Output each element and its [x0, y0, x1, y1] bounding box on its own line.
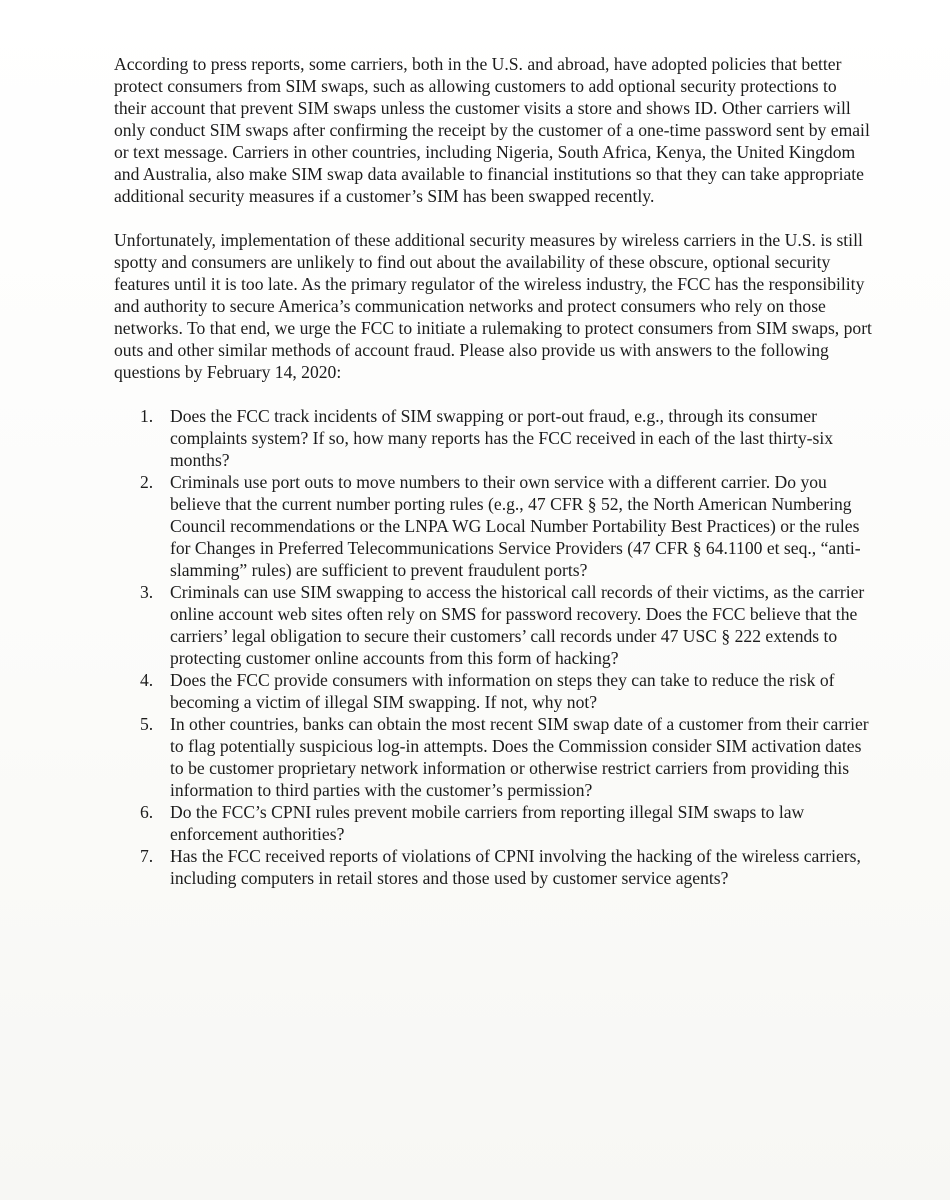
question-item [114, 801, 872, 845]
question-text: Do the FCC’s CPNI rules prevent mobile carriers from reporting illegal SIM swaps to law enforcement authorities? [170, 802, 805, 844]
question-number: 2. [140, 472, 154, 492]
paragraph-fcc-request: Unfortunately, implementation of these additional security measures by wireless carriers in the U.S. is still spotty and consumers are unlikely to find out about the availability of these obscure, optional security features until it is too late. As the primary regulator of the wireless industry, the FCC has the responsibility and authority to secure America’s communication networks and protect consumers who rely on those networks. To that end, we urge the FCC to initiate a rulemaking to protect consumers from SIM swaps, port outs and other similar methods of account fraud. Please also provide us with answers to the following questions by February 14, 2020: [114, 230, 872, 382]
question-item [114, 713, 872, 801]
question-text: Criminals can use SIM swapping to access the historical call records of their victims, as the carrier online account web sites often rely on SMS for password recovery. Does the FCC believe that the carriers’ legal obligation to secure their customers’ call records under 47 USC § 222 extends to protecting customer online accounts from this form of hacking? [170, 582, 865, 668]
question-number: 1. [140, 406, 154, 426]
question-number: 4. [140, 670, 154, 690]
question-text: Does the FCC provide consumers with information on steps they can take to reduce the risk of becoming a victim of illegal SIM swapping. If not, why not? [170, 670, 835, 712]
questions-list [114, 405, 872, 889]
question-text: In other countries, banks can obtain the most recent SIM swap date of a customer from their carrier to flag potentially suspicious log-in attempts. Does the Commission consider SIM activation dates to be customer proprietary network information or otherwise restrict carriers from providing this information to third parties with the customer’s permission? [170, 714, 869, 800]
question-item [114, 845, 872, 889]
question-text: Does the FCC track incidents of SIM swapping or port-out fraud, e.g., through its consumer complaints system? If so, how many reports has the FCC received in each of the last thirty-six months? [170, 406, 834, 470]
question-text: Has the FCC received reports of violations of CPNI involving the hacking of the wireless carriers, including computers in retail stores and those used by customer service agents? [170, 846, 861, 888]
question-number: 6. [140, 802, 154, 822]
question-item [114, 669, 872, 713]
letter-body [114, 53, 872, 889]
question-number: 3. [140, 582, 154, 602]
question-item [114, 471, 872, 581]
question-item [114, 581, 872, 669]
question-item [114, 405, 872, 471]
question-number: 5. [140, 714, 154, 734]
paragraph-carrier-policies: According to press reports, some carriers, both in the U.S. and abroad, have adopted policies that better protect consumers from SIM swaps, such as allowing customers to add optional security protections to their account that prevent SIM swaps unless the customer visits a store and shows ID. Other carriers will only conduct SIM swaps after confirming the receipt by the customer of a one-time password sent by email or text message. Carriers in other countries, including Nigeria, South Africa, Kenya, the United Kingdom and Australia, also make SIM swap data available to financial institutions so that they can take appropriate additional security measures if a customer’s SIM has been swapped recently. [114, 54, 870, 206]
question-text: Criminals use port outs to move numbers to their own service with a different carrier. Do you believe that the current number porting rules (e.g., 47 CFR § 52, the North American Numbering Council recommendations or the LNPA WG Local Number Portability Best Practices) or the rules for Changes in Preferred Telecommunications Service Providers (47 CFR § 64.1100 et seq., “anti-slamming” rules) are sufficient to prevent fraudulent ports? [170, 472, 861, 580]
question-number: 7. [140, 846, 154, 866]
